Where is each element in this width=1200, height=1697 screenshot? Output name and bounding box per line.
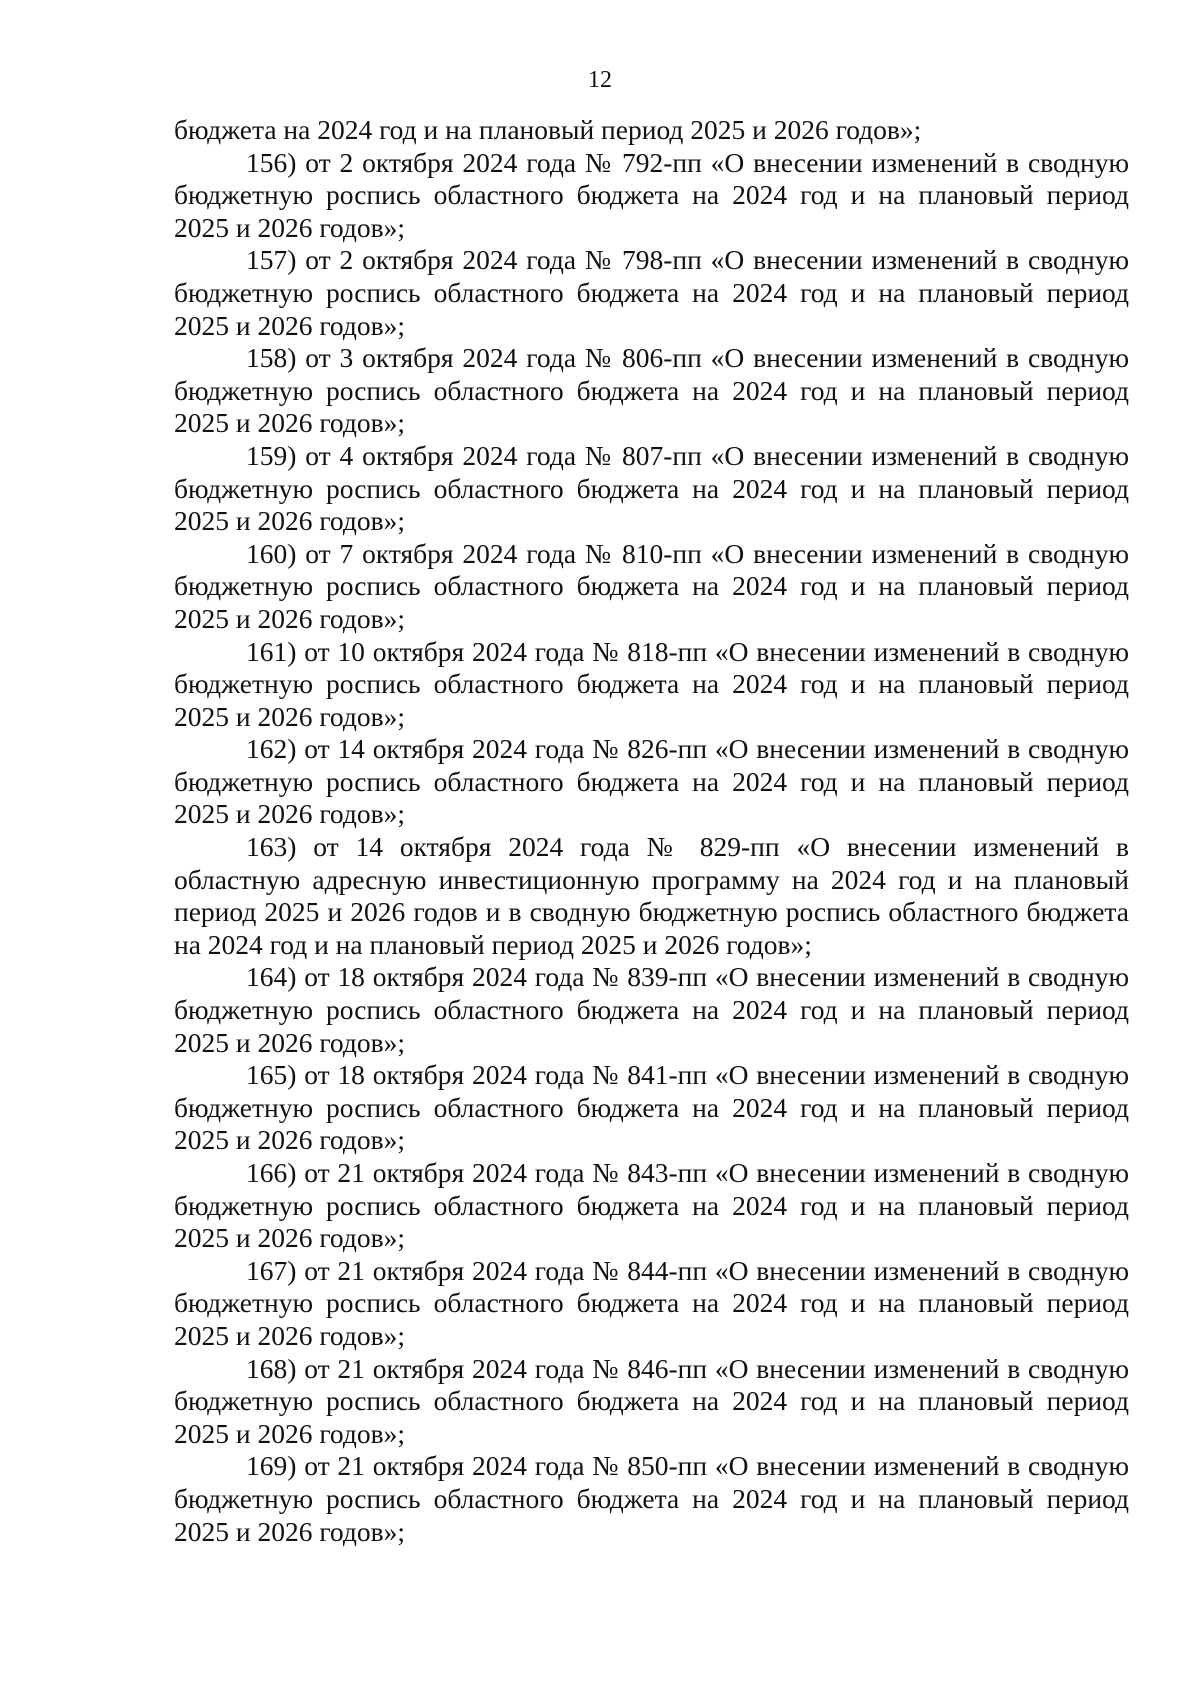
list-item: 168) от 21 октября 2024 года № 846-пп «О внесении изменений в сводную бюджетную роспись областного бюджета на 2024 год и на плановый период 2025 и 2026 годов»; [174,1352,1129,1449]
continuation-paragraph: бюджета на 2024 год и на плановый период 2025 и 2026 годов»; [174,114,922,145]
list-item: 161) от 10 октября 2024 года № 818-пп «О внесении изменений в сводную бюджетную роспись областного бюджета на 2024 год и на плановый период 2025 и 2026 годов»; [174,635,1129,732]
list-item: 157) от 2 октября 2024 года № 798-пп «О внесении изменений в сводную бюджетную роспись областного бюджета на 2024 год и на плановый период 2025 и 2026 годов»; [174,244,1129,341]
list-item: 159) от 4 октября 2024 года № 807-пп «О внесении изменений в сводную бюджетную роспись областного бюджета на 2024 год и на плановый период 2025 и 2026 годов»; [174,439,1129,537]
list-item: 163) от 14 октября 2024 года № 829-пп «О внесении изменений в областную адресную инвестиционную программу на 2024 год и на плановый период 2025 и 2026 годов и в сводную бюджетную роспись областного бюджета на 2024 год и на плановый период 2025 и 2026 годов»; [174,831,1129,960]
list-item: 165) от 18 октября 2024 года № 841-пп «О внесении изменений в сводную бюджетную роспись областного бюджета на 2024 год и на плановый период 2025 и 2026 годов»; [174,1059,1129,1156]
list-item: 160) от 7 октября 2024 года № 810-пп «О внесении изменений в сводную бюджетную роспись областного бюджета на 2024 год и на плановый период 2025 и 2026 годов»; [174,537,1129,634]
document-body [174,114,1129,1548]
list-item: 158) от 3 октября 2024 года № 806-пп «О внесении изменений в сводную бюджетную роспись областного бюджета на 2024 год и на плановый период 2025 и 2026 годов»; [174,342,1129,439]
list-item: 156) от 2 октября 2024 года № 792-пп «О внесении изменений в сводную бюджетную роспись областного бюджета на 2024 год и на плановый период 2025 и 2026 годов»; [174,146,1129,243]
list-item: 167) от 21 октября 2024 года № 844-пп «О внесении изменений в сводную бюджетную роспись областного бюджета на 2024 год и на плановый период 2025 и 2026 годов»; [174,1254,1129,1351]
list-item: 164) от 18 октября 2024 года № 839-пп «О внесении изменений в сводную бюджетную роспись областного бюджета на 2024 год и на плановый период 2025 и 2026 годов»; [174,961,1129,1058]
list-item: 166) от 21 октября 2024 года № 843-пп «О внесении изменений в сводную бюджетную роспись областного бюджета на 2024 год и на плановый период 2025 и 2026 годов»; [174,1157,1129,1254]
list-item: 162) от 14 октября 2024 года № 826-пп «О внесении изменений в сводную бюджетную роспись областного бюджета на 2024 год и на плановый период 2025 и 2026 годов»; [174,733,1129,830]
page-number: 12 [588,67,612,93]
list-item: 169) от 21 октября 2024 года № 850-пп «О внесении изменений в сводную бюджетную роспись областного бюджета на 2024 год и на плановый период 2025 и 2026 годов»; [174,1450,1129,1547]
